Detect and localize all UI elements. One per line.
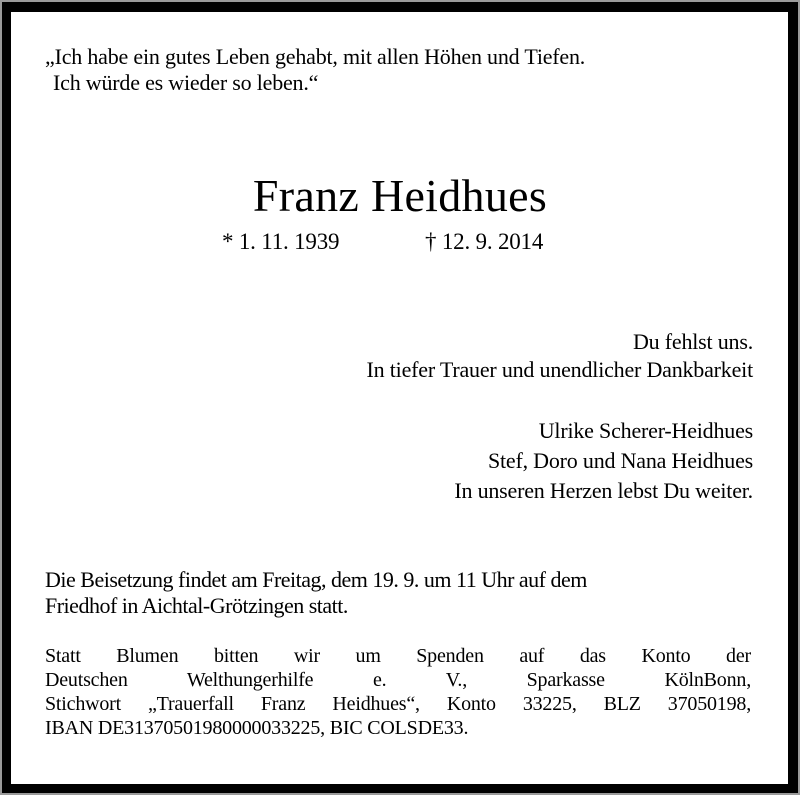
- deceased-name: Franz Heidhues: [252, 170, 548, 221]
- burial-line-2: Friedhof in Aichtal-Grötzingen statt.: [45, 593, 348, 618]
- donation-line-1: Statt Blumen bitten wir um Spenden auf das Konto der: [45, 645, 751, 667]
- mourning-line-1: Du fehlst uns.: [632, 329, 753, 354]
- mourning-message: [367, 328, 753, 384]
- family-line-2: Stef, Doro und Nana Heidhues: [487, 448, 753, 473]
- birth-date: * 1. 11. 1939: [222, 229, 340, 254]
- quote-line-1: „Ich habe ein gutes Leben gehabt, mit allen Höhen und Tiefen.: [45, 44, 586, 69]
- quote-line-2: Ich würde es wieder so leben.“: [53, 70, 319, 95]
- donation-line-4: IBAN DE31370501980000033225, BIC COLSDE33.: [45, 717, 469, 739]
- family-signature: [454, 416, 753, 506]
- mourning-line-2: In tiefer Trauer und unendlicher Dankbarkeit: [366, 357, 753, 382]
- donation-info: [45, 644, 751, 740]
- memorial-quote: [45, 44, 585, 96]
- death-date: † 12. 9. 2014: [425, 229, 544, 254]
- donation-line-3: Stichwort „Trauerfall Franz Heidhues“, Konto 33225, BLZ 37050198,: [45, 693, 751, 715]
- family-line-1: Ulrike Scherer-Heidhues: [538, 418, 753, 443]
- family-line-3: In unseren Herzen lebst Du weiter.: [454, 478, 753, 503]
- burial-info: [45, 567, 587, 619]
- donation-line-2: Deutschen Welthungerhilfe e. V., Sparkasse KölnBonn,: [45, 669, 751, 691]
- burial-line-1: Die Beisetzung findet am Freitag, dem 19. 9. um 11 Uhr auf dem: [45, 567, 587, 592]
